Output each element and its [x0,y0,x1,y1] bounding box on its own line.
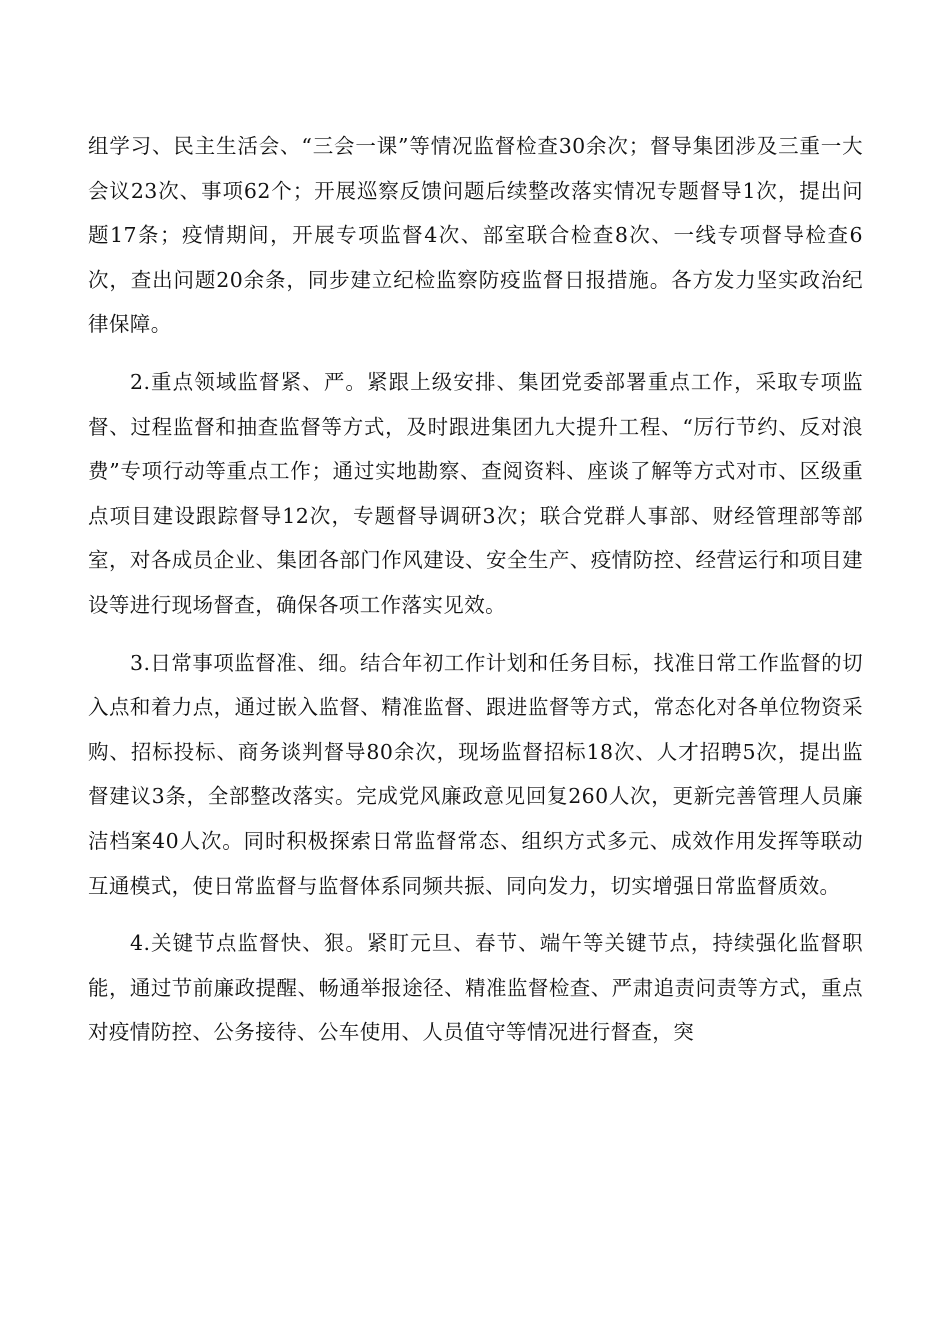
paragraph-3: 3.日常事项监督准、细。结合年初工作计划和任务目标，找准日常工作监督的切入点和着力点，通过嵌入监督、精准监督、跟进监督等方式，常态化对各单位物资采购、招标投标、商务谈判督导80余次，现场监督招标18次、人才招聘5次，提出监督建议3条，全部整改落实。完成党风廉政意见回复260人次，更新完善管理人员廉洁档案40人次。同时积极探索日常监督常态、组织方式多元、成效作用发挥等联动互通模式，使日常监督与监督体系同频共振、同向发力，切实增强日常监督质效。 [88,650,863,898]
paragraph-2: 2.重点领域监督紧、严。紧跟上级安排、集团党委部署重点工作，采取专项监督、过程监督和抽查监督等方式，及时跟进集团九大提升工程、“厉行节约、反对浪费”专项行动等重点工作；通过实地勘察、查阅资料、座谈了解等方式对市、区级重点项目建设跟踪督导12次，专题督导调研3次；联合党群人事部、财经管理部等部室，对各成员企业、集团各部门作风建设、安全生产、疫情防控、经营运行和项目建设等进行现场督查，确保各项工作落实见效。 [88,369,863,617]
paragraph-1: 组学习、民主生活会、“三会一课”等情况监督检查30余次；督导集团涉及三重一大会议23次、事项62个；开展巡察反馈问题后续整改落实情况专题督导1次，提出问题17条；疫情期间，开展专项监督4次、部室联合检查8次、一线专项督导检查6次，查出问题20余条，同步建立纪检监察防疫监督日报措施。各方发力坚实政治纪律保障。 [88,134,863,337]
paragraph-4: 4.关键节点监督快、狠。紧盯元旦、春节、端午等关键节点，持续强化监督职能，通过节前廉政提醒、畅通举报途径、精准监督检查、严肃追责问责等方式，重点对疫情防控、公务接待、公车使用、人员值守等情况进行督查，突 [88,931,863,1045]
document-body [88,124,863,1055]
